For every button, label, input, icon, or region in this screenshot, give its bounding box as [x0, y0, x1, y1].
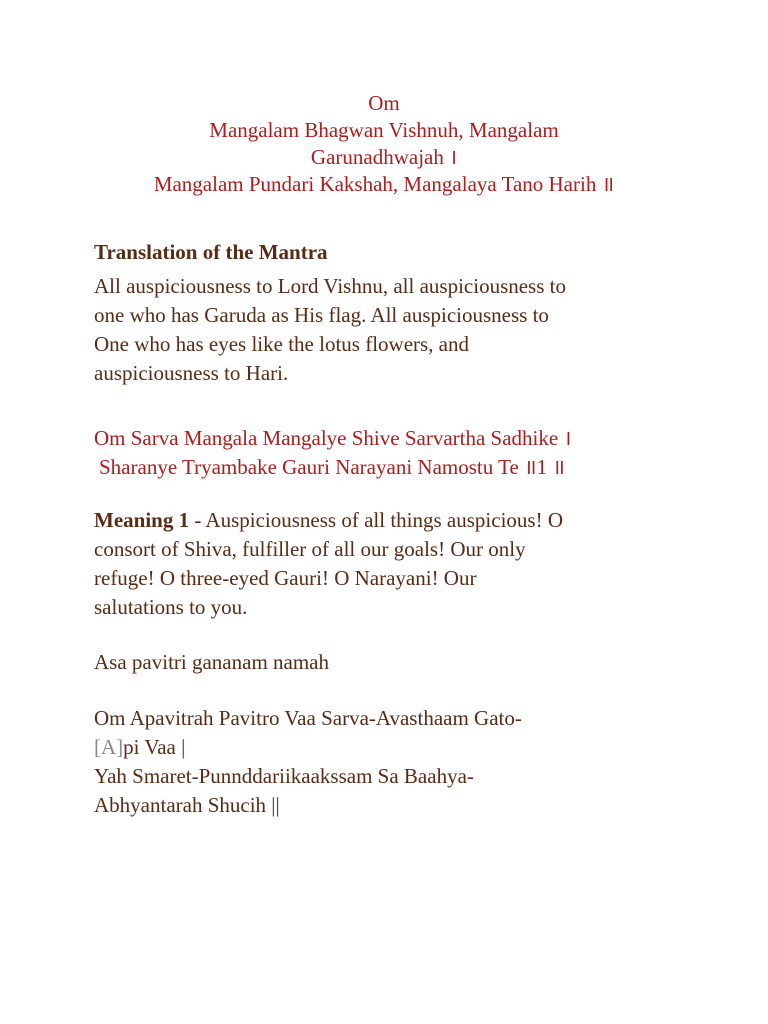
meaning-line: salutations to you.	[94, 595, 248, 619]
translation-heading: Translation of the Mantra	[94, 240, 328, 264]
mantra-2-line-2: Sharanye Tryambake Gauri Narayani Namostu Te ॥1 ॥	[99, 455, 565, 479]
translation-line: one who has Garuda as His flag. All auspiciousness to	[94, 303, 549, 327]
mantra-3-bracket: [A]	[94, 735, 124, 759]
meaning-paragraph	[94, 506, 694, 622]
mantra-3-line-1: Om Apavitrah Pavitro Vaa Sarva-Avasthaam Gato-	[94, 706, 522, 730]
meaning-line: consort of Shiva, fulfiller of all our goals! Our only	[94, 537, 526, 561]
translation-line: All auspiciousness to Lord Vishnu, all auspiciousness to	[94, 274, 566, 298]
translation-line: One who has eyes like the lotus flowers, and	[94, 332, 469, 356]
translation-body	[94, 272, 694, 388]
meaning-line-1	[94, 506, 694, 535]
mantra-1-om: Om	[368, 91, 400, 115]
mantra-2	[94, 424, 734, 482]
mantra-3	[94, 704, 694, 820]
mantra-3-line-3: Yah Smaret-Punnddariikaakssam Sa Baahya-	[94, 764, 474, 788]
mantra-3-line-2-rest: pi Vaa |	[123, 735, 186, 759]
meaning-line: refuge! O three-eyed Gauri! O Narayani! Our	[94, 566, 477, 590]
meaning-line-1-rest: - Auspiciousness of all things auspicious! O	[189, 508, 563, 532]
mantra-3-line-2	[94, 733, 694, 762]
mantra-1	[0, 90, 768, 198]
mantra-1-line-1: Mangalam Bhagwan Vishnuh, Mangalam	[209, 118, 559, 142]
translation-line: auspiciousness to Hari.	[94, 361, 289, 385]
mantra-1-line-3: Mangalam Pundari Kakshah, Mangalaya Tano Harih ॥	[153, 172, 615, 196]
mantra-2-line-1: Om Sarva Mangala Mangalye Shive Sarvartha Sadhike ।	[94, 426, 572, 450]
mantra-1-line-2: Garunadhwajah ।	[310, 145, 458, 169]
mantra-3-line-4: Abhyantarah Shucih ||	[94, 793, 280, 817]
asa-line: Asa pavitri gananam namah	[94, 650, 329, 674]
meaning-label: Meaning 1	[94, 508, 190, 532]
